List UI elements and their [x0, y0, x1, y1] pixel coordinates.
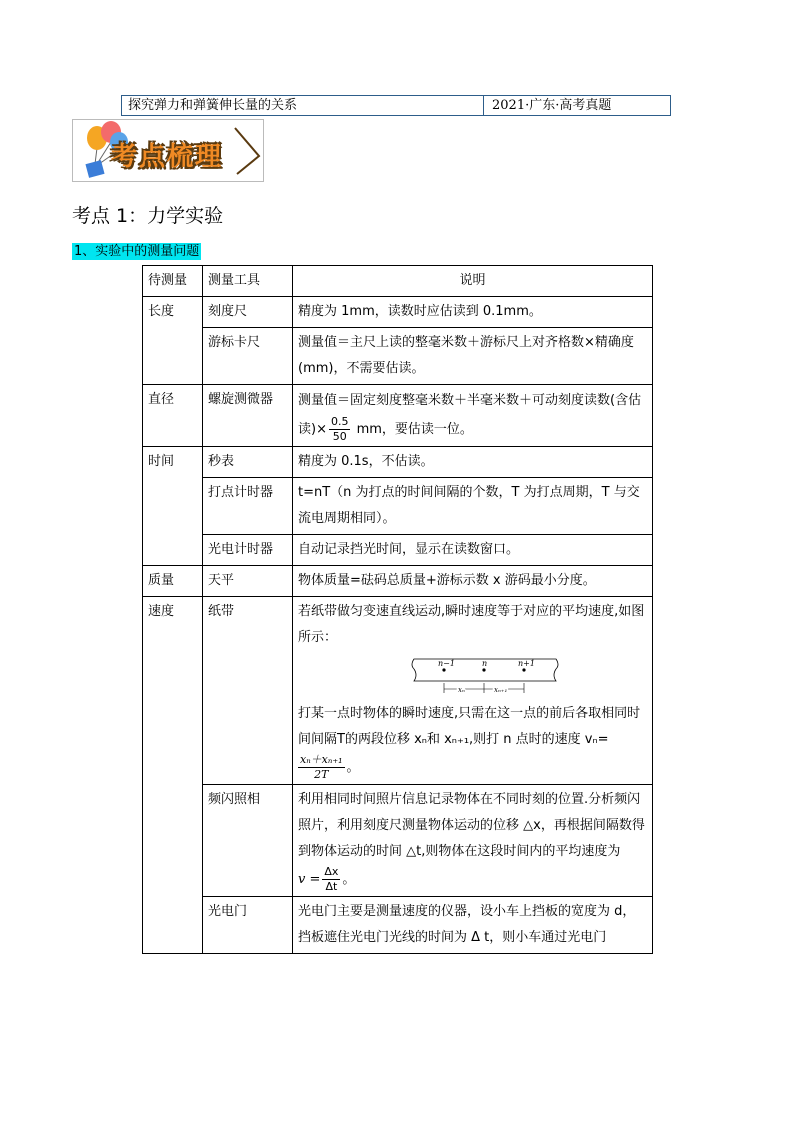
description-cell: [293, 785, 653, 897]
tool-cell: 打点计时器: [203, 478, 293, 535]
table-row: [143, 297, 653, 328]
reference-source: 2021·广东·高考真题: [492, 98, 612, 113]
table-row: [143, 478, 653, 535]
quantity-cell: 长度: [143, 297, 203, 385]
tool-cell: 光电计时器: [203, 535, 293, 566]
description-text: 若纸带做匀变速直线运动,瞬时速度等于对应的平均速度,如图所示：: [298, 604, 645, 645]
quantity-cell: 质量: [143, 566, 203, 597]
header-quantity: 待测量: [143, 266, 203, 297]
description-cell: 物体质量=砝码总质量+游标示数 x 游码最小分度。: [293, 566, 653, 597]
tape-label-xn: xₙ: [458, 686, 465, 694]
section-banner: [72, 119, 264, 182]
quantity-cell: 时间: [143, 447, 203, 566]
fraction-denominator: 2T: [314, 768, 329, 781]
tool-cell: 秒表: [203, 447, 293, 478]
description-cell: t=nT（n 为打点的时间间隔的个数，T 为打点周期，T 与交流电周期相同）。: [293, 478, 653, 535]
tool-cell: 天平: [203, 566, 293, 597]
table-row: [143, 328, 653, 385]
description-cell: [293, 385, 653, 447]
fraction: [329, 415, 351, 444]
fraction-denominator: Δt: [325, 880, 338, 893]
measurement-table: [142, 265, 653, 954]
tool-cell: 光电门: [203, 897, 293, 954]
quantity-cell: 直径: [143, 385, 203, 447]
description-text: 测量值＝固定刻度整毫米数＋半毫米数＋可动刻度读数(含估读)×: [298, 393, 642, 437]
fraction-numerator: Δx: [324, 865, 339, 878]
tool-cell: 螺旋测微器: [203, 385, 293, 447]
table-header-row: [143, 266, 653, 297]
tool-cell: 频闪照相: [203, 785, 293, 897]
tool-cell: 纸带: [203, 597, 293, 785]
description-cell: 测量值＝主尺上读的整毫米数＋游标尺上对齐格数×精确度(mm)，不需要估读。: [293, 328, 653, 385]
description-cell: 光电门主要是测量速度的仪器，设小车上挡板的宽度为 d，挡板遮住光电门光线的时间为 Δ t，则小车通过光电门: [293, 897, 653, 954]
quantity-cell: 速度: [143, 597, 203, 954]
table-row: [143, 535, 653, 566]
tool-cell: 游标卡尺: [203, 328, 293, 385]
formula-lhs: v =: [298, 872, 321, 887]
table-row: [143, 785, 653, 897]
fraction-numerator: xₙ＋xₙ₊₁: [300, 753, 343, 766]
description-text: mm，要估读一位。: [352, 422, 473, 437]
tape-label-n: n: [482, 659, 488, 668]
paper-tape-diagram: [408, 655, 568, 697]
section-heading: 考点 1：力学实验: [72, 205, 224, 227]
fraction: [298, 753, 345, 782]
banner-decoration-icon: [233, 122, 263, 182]
table-row: [143, 597, 653, 785]
tape-label-xn1: xₙ₊₁: [494, 686, 508, 694]
reference-topic: 探究弹力和弹簧伸长量的关系: [122, 96, 484, 115]
reference-table: [121, 95, 671, 116]
description-text: 。: [346, 760, 360, 775]
header-tool: 测量工具: [203, 266, 293, 297]
description-text: 打某一点时物体的瞬时速度,只需在这一点的前后各取相同时间间隔T的两段位移 xₙ和 xₙ₊₁,则打 n 点时的速度 vₙ=: [298, 706, 641, 747]
table-row: [143, 566, 653, 597]
description-cell: 精度为 1mm，读数时应估读到 0.1mm。: [293, 297, 653, 328]
description-text: 。: [342, 872, 356, 887]
tape-label-n-minus-1: n−1: [438, 659, 455, 668]
table-row: [143, 385, 653, 447]
description-cell: 自动记录挡光时间，显示在读数窗口。: [293, 535, 653, 566]
table-row: [143, 897, 653, 954]
description-cell: [293, 597, 653, 785]
tool-cell: 刻度尺: [203, 297, 293, 328]
description-text: 利用相同时间照片信息记录物体在不同时刻的位置.分析频闪照片，利用刻度尺测量物体运动的位移 △x，再根据间隔数得到物体运动的时间 △t,则物体在这段时间内的平均速度为: [298, 792, 645, 859]
header-description: 说明: [293, 266, 653, 297]
table-row: [143, 447, 653, 478]
description-cell: 精度为 0.1s，不估读。: [293, 447, 653, 478]
fraction-numerator: 0.5: [330, 415, 349, 428]
fraction-denominator: 50: [332, 430, 347, 443]
formula: [298, 865, 342, 894]
section-subheading: 1、实验中的测量问题: [74, 244, 200, 259]
tape-label-n-plus-1: n+1: [518, 659, 535, 668]
banner-title: 考点梳理: [111, 142, 224, 172]
fraction: [322, 865, 340, 894]
